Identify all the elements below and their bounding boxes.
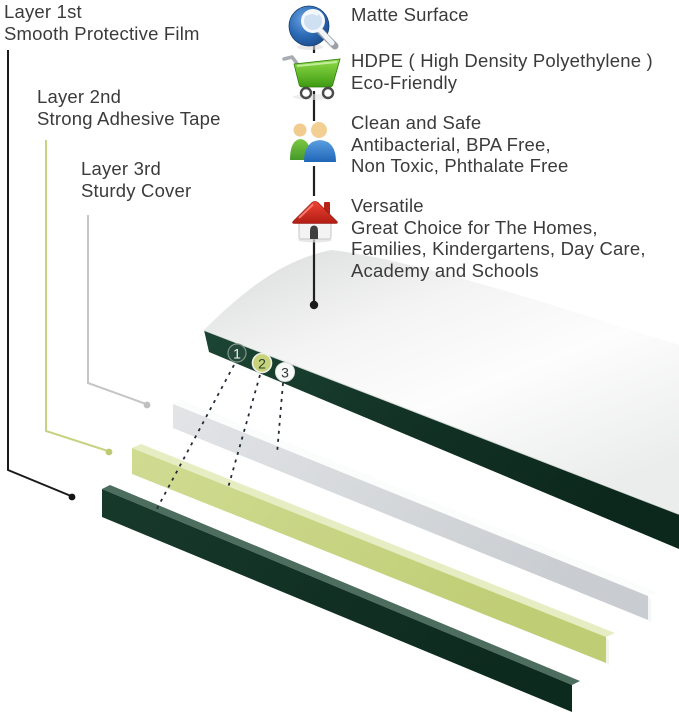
- connector-layer-2-dot: [106, 449, 113, 456]
- feature-line: Academy and Schools: [351, 259, 539, 281]
- magnifier-icon: [289, 6, 335, 50]
- house-icon: [293, 201, 338, 242]
- feature-hdpe: [351, 50, 653, 93]
- layer-3-title: Layer 3rd: [81, 158, 161, 179]
- cart-icon: [284, 57, 340, 100]
- feature-line: Matte Surface: [351, 4, 469, 25]
- badge-number-1: 1: [233, 345, 241, 362]
- people-icon: [290, 122, 336, 162]
- connector-layer-3: [88, 215, 150, 408]
- feature-line: Versatile: [351, 195, 424, 216]
- layer-2-title: Layer 2nd: [37, 86, 122, 107]
- connector-layer-1-dot: [69, 494, 76, 501]
- badge-number-2: 2: [258, 355, 266, 372]
- feature-line: Antibacterial, BPA Free,: [351, 133, 551, 155]
- layer-number-badge-3: [276, 363, 295, 382]
- connector-layer-3-dot: [144, 402, 151, 409]
- layer-2-label: [37, 86, 221, 129]
- feature-line: HDPE ( High Density Polyethylene ): [351, 50, 653, 71]
- board-top-surface: [204, 250, 679, 514]
- feature-line: Families, Kindergartens, Day Care,: [351, 238, 646, 259]
- feature-line: Eco-Friendly: [351, 71, 458, 93]
- badge-number-3: 3: [281, 364, 289, 381]
- layer-number-badge-1: [228, 344, 246, 362]
- layer-1-title: Layer 1st: [4, 1, 82, 22]
- feature-line: Clean and Safe: [351, 112, 482, 133]
- feature-column-end-dot: [310, 301, 318, 309]
- layer-3-subtitle: Sturdy Cover: [81, 179, 192, 201]
- layer-3-label: [81, 158, 191, 201]
- layer-number-badge-2: [253, 354, 272, 373]
- feature-versatile: [351, 195, 646, 281]
- feature-matte-surface: [351, 4, 469, 26]
- feature-line: Non Toxic, Phthalate Free: [351, 155, 569, 176]
- layer-1-subtitle: Smooth Protective Film: [4, 22, 200, 44]
- feature-clean-and-safe: [351, 112, 569, 177]
- layer-1-label: [4, 1, 200, 44]
- layer-2-subtitle: Strong Adhesive Tape: [37, 107, 221, 129]
- feature-line: Great Choice for The Homes,: [351, 216, 598, 238]
